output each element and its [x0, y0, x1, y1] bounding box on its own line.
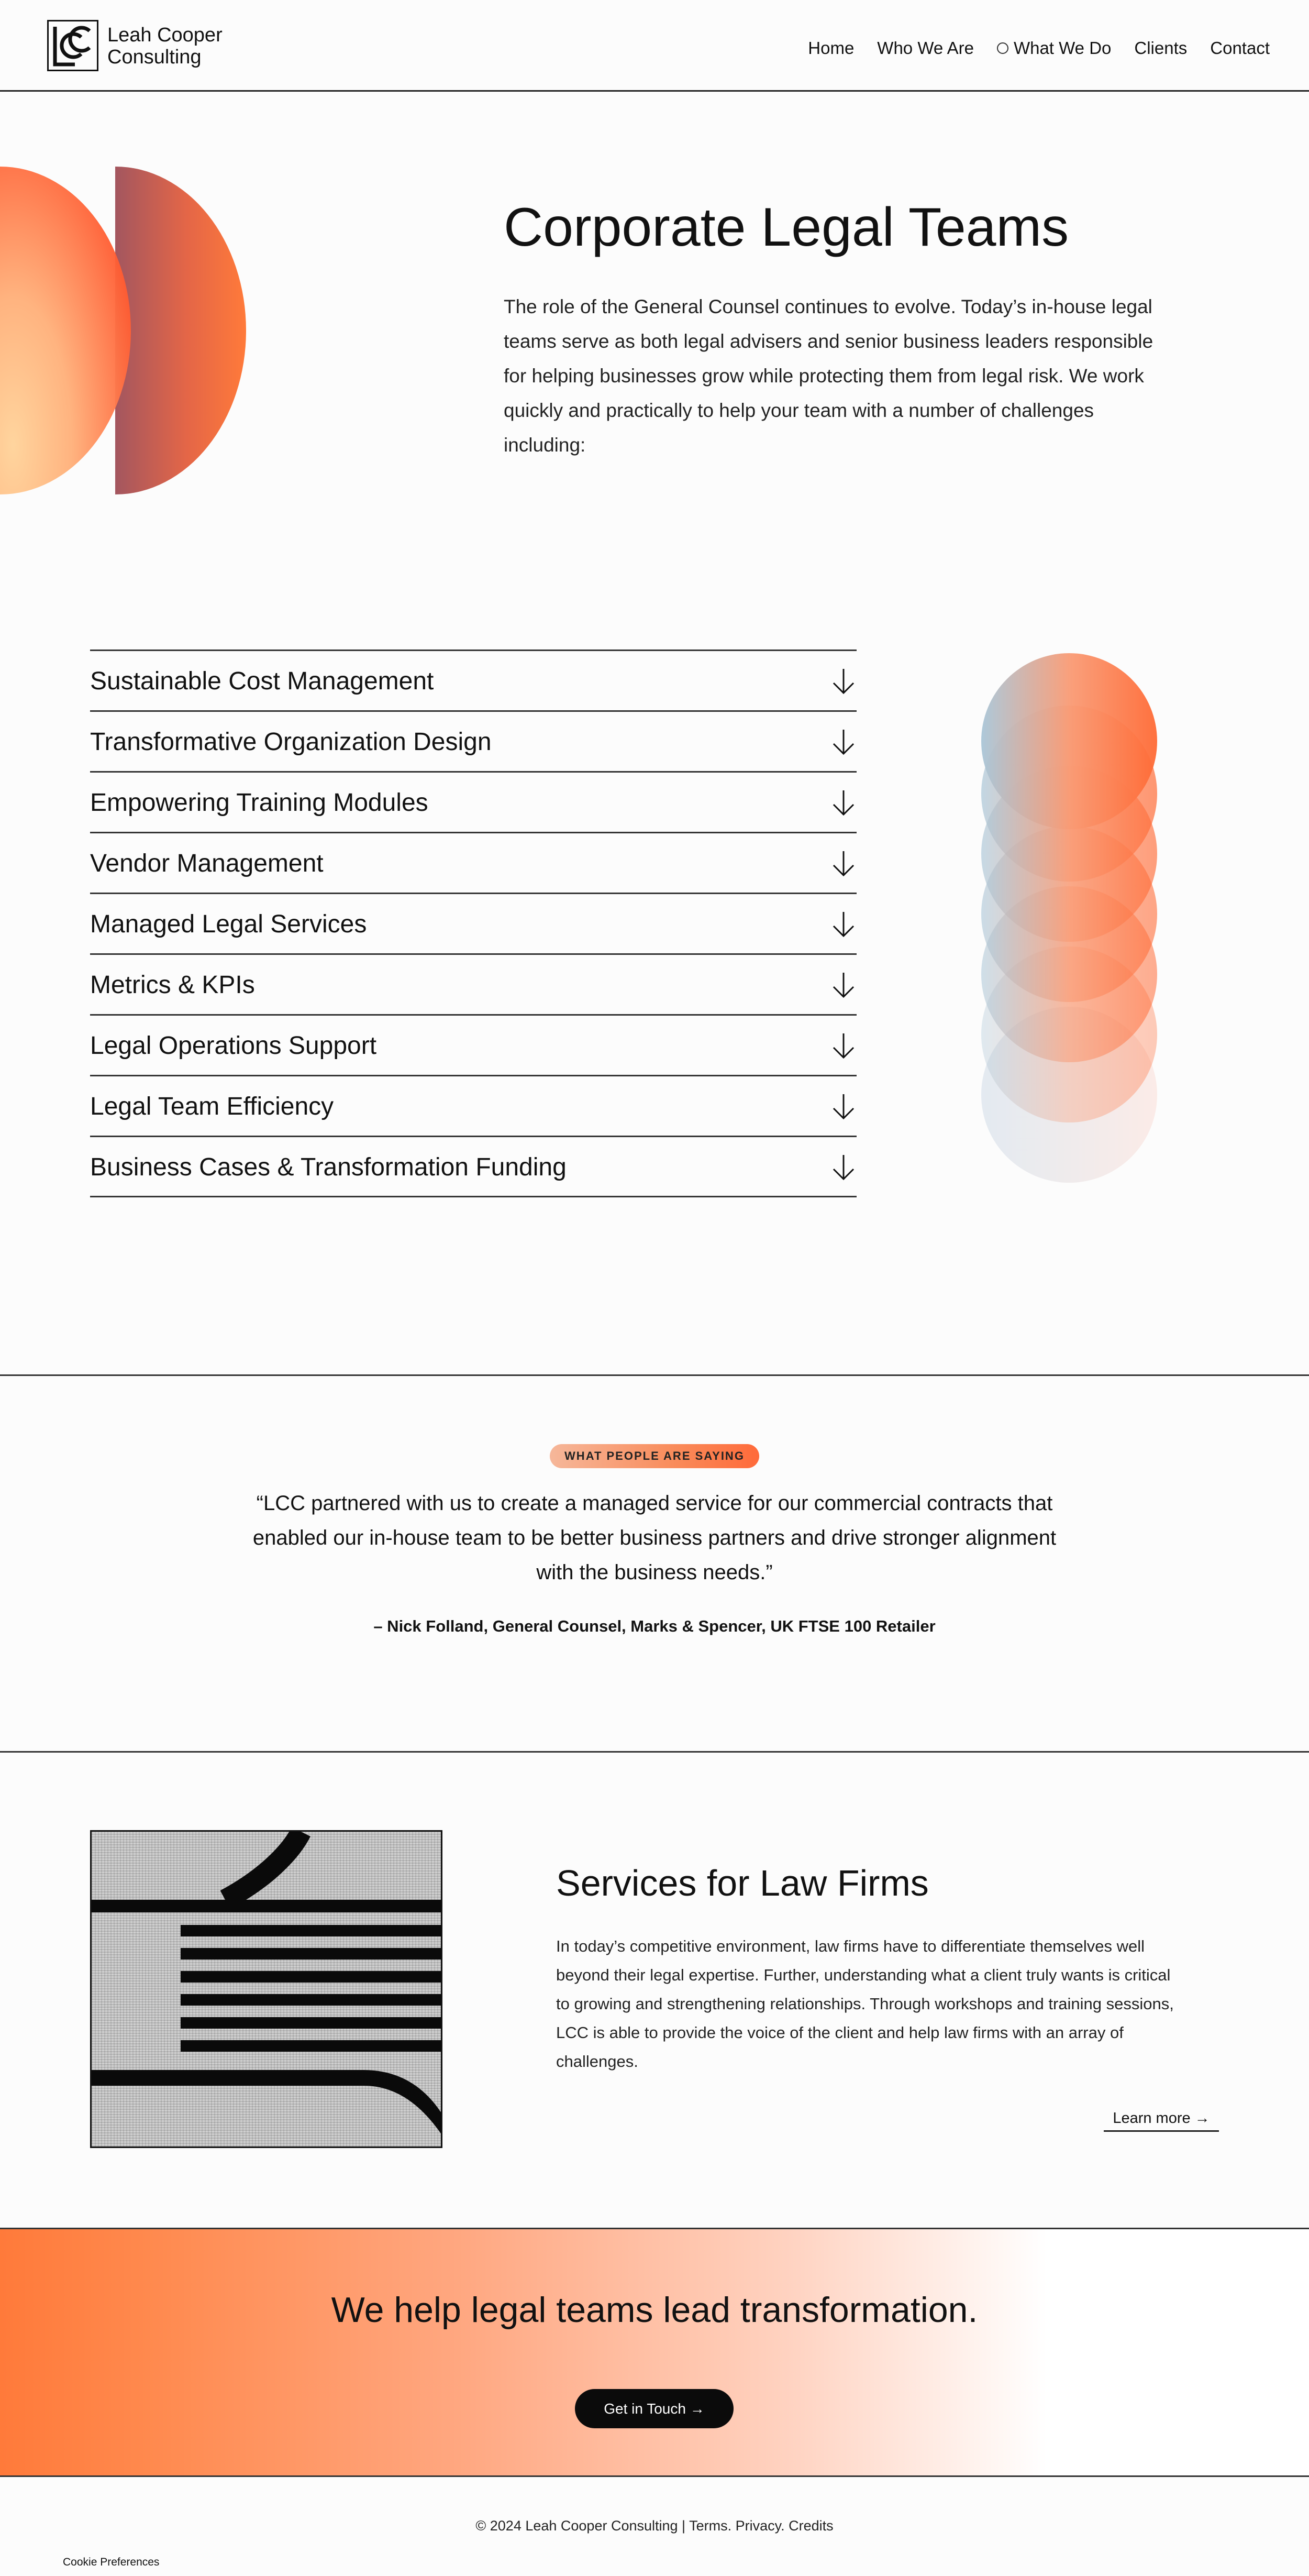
accordion-item[interactable] [90, 1075, 857, 1136]
nav-home[interactable]: Home [808, 38, 855, 58]
nav-contact[interactable]: Contact [1210, 38, 1270, 58]
accordion-item[interactable] [90, 1136, 857, 1197]
cookie-preferences-link[interactable]: Cookie Preferences [63, 2556, 160, 2568]
accordion-item-label: Metrics & KPIs [90, 971, 255, 999]
stacked-circles-graphic [979, 652, 1160, 1186]
logo-mark-icon [47, 20, 98, 71]
testimonial-author: – Nick Folland, General Counsel, Marks & Spencer, UK FTSE 100 Retailer [373, 1617, 936, 1635]
accordion-item-label: Legal Team Efficiency [90, 1093, 334, 1120]
arrow-down-icon [831, 849, 856, 878]
arrow-down-icon [831, 1092, 856, 1121]
cta-title: We help legal teams lead transformation. [331, 2290, 978, 2330]
nav-what-we-do[interactable] [997, 38, 1111, 58]
accordion-item[interactable] [90, 893, 857, 953]
accordion-item-label: Business Cases & Transformation Funding [90, 1153, 567, 1181]
testimonial-badge: WHAT PEOPLE ARE SAYING [550, 1444, 759, 1468]
logo-text [107, 24, 223, 68]
nav-what-we-do-label: What We Do [1013, 38, 1112, 58]
accordion-item-label: Managed Legal Services [90, 910, 367, 938]
accordion-item[interactable] [90, 771, 857, 832]
cta-section [0, 2228, 1309, 2477]
learn-more-link[interactable]: Learn more → [1104, 2106, 1219, 2132]
accordion-item-label: Vendor Management [90, 850, 324, 877]
page-title: Corporate Legal Teams [504, 197, 1069, 258]
footer-copyright[interactable]: © 2024 Leah Cooper Consulting | Terms. Privacy. Credits [475, 2518, 834, 2534]
accordion-item-label: Sustainable Cost Management [90, 667, 434, 695]
hero-description: The role of the General Counsel continues to evolve. Today’s in-house legal teams serve as both legal advisers and senior business leaders responsible for helping businesses grow while protecting them from legal risk. We work quickly and practically to help your team with a number of challenges including: [504, 296, 1153, 456]
accordion-item[interactable] [90, 832, 857, 893]
main-nav [785, 37, 1270, 60]
get-in-touch-button[interactable]: Get in Touch → [575, 2389, 734, 2428]
arrow-down-icon [831, 1153, 856, 1182]
arrow-down-icon [831, 667, 856, 696]
accordion-item-label: Transformative Organization Design [90, 728, 492, 756]
logo[interactable] [47, 20, 257, 72]
site-header [0, 0, 1309, 92]
active-indicator-icon [997, 42, 1008, 54]
nav-clients[interactable]: Clients [1134, 38, 1188, 58]
law-firms-title: Services for Law Firms [556, 1863, 929, 1903]
arrow-down-icon [831, 1031, 856, 1061]
arrow-down-icon [831, 728, 856, 757]
accordion-item-label: Empowering Training Modules [90, 789, 428, 817]
testimonial-section [0, 1374, 1309, 1753]
nav-who-we-are[interactable]: Who We Are [877, 38, 974, 58]
accordion-item[interactable] [90, 649, 857, 710]
accordion-item[interactable] [90, 1014, 857, 1075]
arrow-down-icon [831, 971, 856, 1000]
arrow-down-icon [831, 788, 856, 818]
arrow-down-icon [831, 910, 856, 939]
logo-line-2: Consulting [107, 46, 202, 68]
accordion-item-label: Legal Operations Support [90, 1032, 377, 1060]
accordion-item[interactable] [90, 953, 857, 1014]
testimonial-quote: “LCC partnered with us to create a managed service for our commercial contracts that enabled our in-house team to be better business partners and drive stronger alignment with the business needs.” [252, 1492, 1057, 1584]
law-firms-description: In today’s competitive environment, law firms have to differentiate themselves well beyond their legal expertise. Further, understanding what a client truly wants is critical to growing and strengthening relationships. Through workshops and training sessions, LCC is able to provide the voice of the client and help law firms with an array of challenges. [556, 1937, 1174, 2071]
law-firms-image [90, 1830, 442, 2148]
logo-line-1: Leah Cooper [107, 24, 223, 46]
hero-half-circles-graphic [0, 167, 251, 494]
challenges-accordion [90, 649, 857, 1197]
accordion-item[interactable] [90, 710, 857, 771]
